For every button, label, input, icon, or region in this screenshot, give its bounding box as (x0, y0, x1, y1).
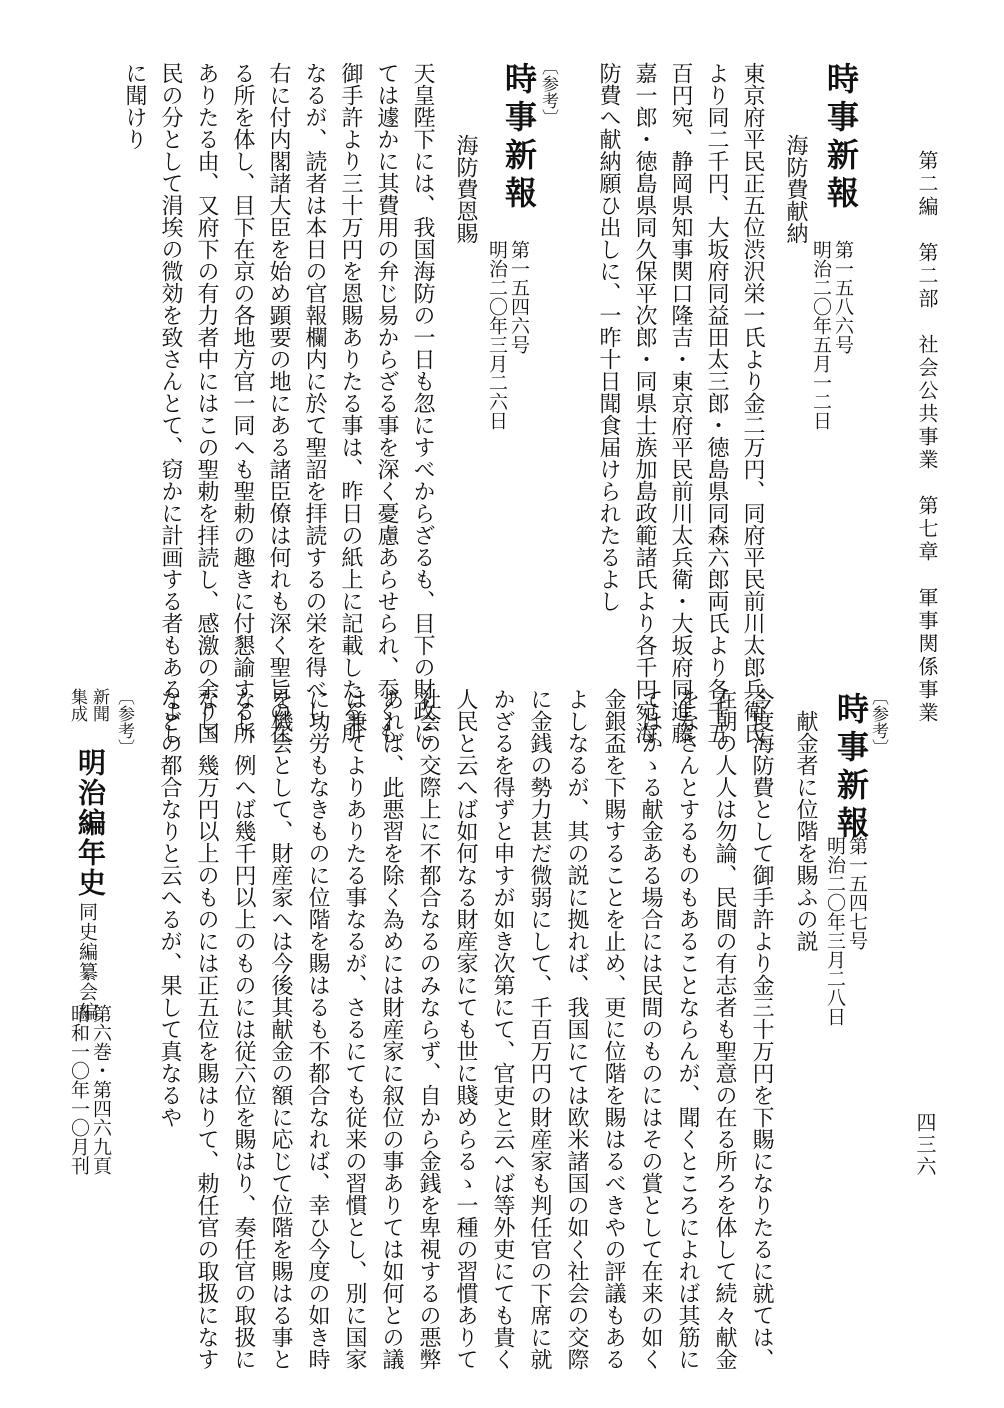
article3-line: を機会として、財産家へは今後其献金の額に応じて位階を賜はる事と (268, 688, 293, 1370)
article1-source: 時事新報 (822, 62, 860, 214)
article3-line: よしなるが、其の説に拠れば、我国にては欧米諸国の如く社会の交際 (564, 688, 589, 1370)
article2-issue-meta (486, 240, 530, 430)
article3-line: は兼てよりありたる事なるが、さるにても従来の習慣とし、別に国家 (342, 688, 367, 1370)
article3-source: 時事新報 (832, 692, 870, 844)
article3-line: 在朝の人人は勿論、民間の有志者も聖意の在る所ろを体して続々献金 (712, 688, 737, 1370)
article2-line: 御手許より三十万円を恩賜ありたる事は、昨日の紙上に記載したる所 (338, 62, 363, 744)
article2-line: に聞けり (122, 62, 147, 150)
article1-issue-no: 第一五八六号 (832, 240, 854, 354)
citation-label-top: 新聞 (89, 688, 109, 722)
article3-line: に金銭の勢力甚だ微弱にして、千百万円の財産家も判任官の下席に就 (527, 688, 552, 1370)
article3-line: 人民と云へば如何なる財産家にても世に賤めらるゝ一種の習慣ありて (453, 688, 478, 1370)
article1-heading: 海防費献納 (783, 134, 808, 244)
article3-line: あれば、此悪習を除く為めには財産家に叙位の事ありては如何との議 (379, 688, 404, 1370)
citation-label-bottom: 集成 (67, 688, 87, 722)
citation-pub-date: 昭和一〇年一〇月刊 (68, 1004, 90, 1175)
article3-line: に功労もなきものに位階を賜はるも不都合なれば、幸ひ今度の如き時 (305, 688, 330, 1370)
article2-line: 右に付内閣諸大臣を始め顕要の地にある諸臣僚は何れも深く聖旨の在 (266, 62, 291, 744)
citation-vol-pages: 第六巻・第四六九頁 (90, 1004, 112, 1175)
article3-line: をなさんとするものもあることならんが、聞くところによれば其筋に (675, 688, 700, 1370)
article3-issue-no: 第一五四七号 (846, 836, 868, 950)
article1-line: 防費へ献納願ひ出しに、一昨十日聞食届けられたるよし (596, 62, 621, 612)
article2-line: ありたる由、又府下の有力者中にはこの聖勅を拝読し、感激の余り国 (194, 62, 219, 744)
article1-line: 東京府平民正五位渋沢栄一氏より金二万円、同府平民前川太郎兵衛氏 (740, 62, 765, 744)
citation-bracket: 〔参考〕 (114, 688, 134, 756)
article3-line: てはかゝる献金ある場合には民間のものにはその賞として在来の如く (638, 688, 663, 1370)
article2-line: なるが、読者は本日の官報欄内に於て聖詔を拝読するの栄を得べし、 (302, 62, 327, 744)
article2-issue-no: 第一五四六号 (508, 240, 530, 354)
article2-source: 時事新報 (500, 62, 538, 214)
article2-date: 明治二〇年三月二六日 (486, 240, 508, 430)
article2-bracket: 〔参考〕 (538, 58, 558, 126)
article3-line: 今度海防費として御手許より金三十万円を下賜になりたるに就ては、 (749, 688, 774, 1370)
article3-issue-meta (824, 836, 868, 1026)
article2-line: 民の分として涓埃の微効を致さんとて、窃かに計画する者もあるよし (158, 62, 183, 744)
article1-line: より同二千円、大坂府同益田太三郎・徳島県同森六郎両氏より各千五 (704, 62, 729, 744)
article3-line: 金銀盃を下賜することを止め、更に位階を賜はるべきやの評議もある (601, 688, 626, 1370)
article1-date: 明治二〇年五月一二日 (810, 240, 832, 430)
article1-line: 嘉一郎・徳島県同久保平次郎・同県士族加島政範諸氏より各千円宛海 (632, 62, 657, 744)
citation-editor: 同史編纂会編 (76, 902, 98, 1022)
article1-issue-meta (810, 240, 854, 430)
citation-pub-meta (68, 1004, 112, 1175)
article2-body (110, 62, 440, 744)
article3-line: かざるを得ずと申すが如き次第にて、官吏と云へば等外吏にても貴く (490, 688, 515, 1370)
article1-line: 百円宛、静岡県知事関口隆吉・東京府平民前川太兵衛・大坂府同進藤 (668, 62, 693, 744)
running-header: 第二編 第二部 社会公共事業 第七章 軍事関係事業 (915, 150, 939, 725)
article3-line: などの都合なりと云へるが、果して真なるや (157, 688, 182, 1128)
article3-line: なし、例へば幾千円以上のものには従六位を賜はり、奏任官の取扱に (231, 688, 256, 1370)
article3-line: 社会の交際上に不都合なるのみならず、自から金銭を卑視するの悪弊 (416, 688, 441, 1370)
article3-heading: 献金者に位階を賜ふの説 (793, 710, 818, 952)
page-number: 四三六 (913, 1112, 937, 1178)
article3-bracket: 〔参考〕 (868, 688, 888, 756)
article2-line: ては遽かに其費用の弁じ易からざる事を深く憂慮あらせられ、忝くも (374, 62, 399, 744)
article3-line: なし、幾万円以上のものには正五位を賜はりて、勅任官の取扱になす (194, 688, 219, 1370)
article3-date: 明治二〇年三月二八日 (824, 836, 846, 1026)
article2-heading: 海防費恩賜 (453, 134, 478, 244)
article2-line: る所を体し、目下在京の各地方官一同へも聖勅の趣きに付懇諭する所 (230, 62, 255, 744)
article1-body (580, 62, 770, 744)
article2-line: 天皇陛下には、我国海防の一日も忽にすべからざるも、目下の財政に (410, 62, 435, 744)
article3-body (150, 688, 780, 1370)
citation-title: 明治編年史 (74, 748, 107, 898)
